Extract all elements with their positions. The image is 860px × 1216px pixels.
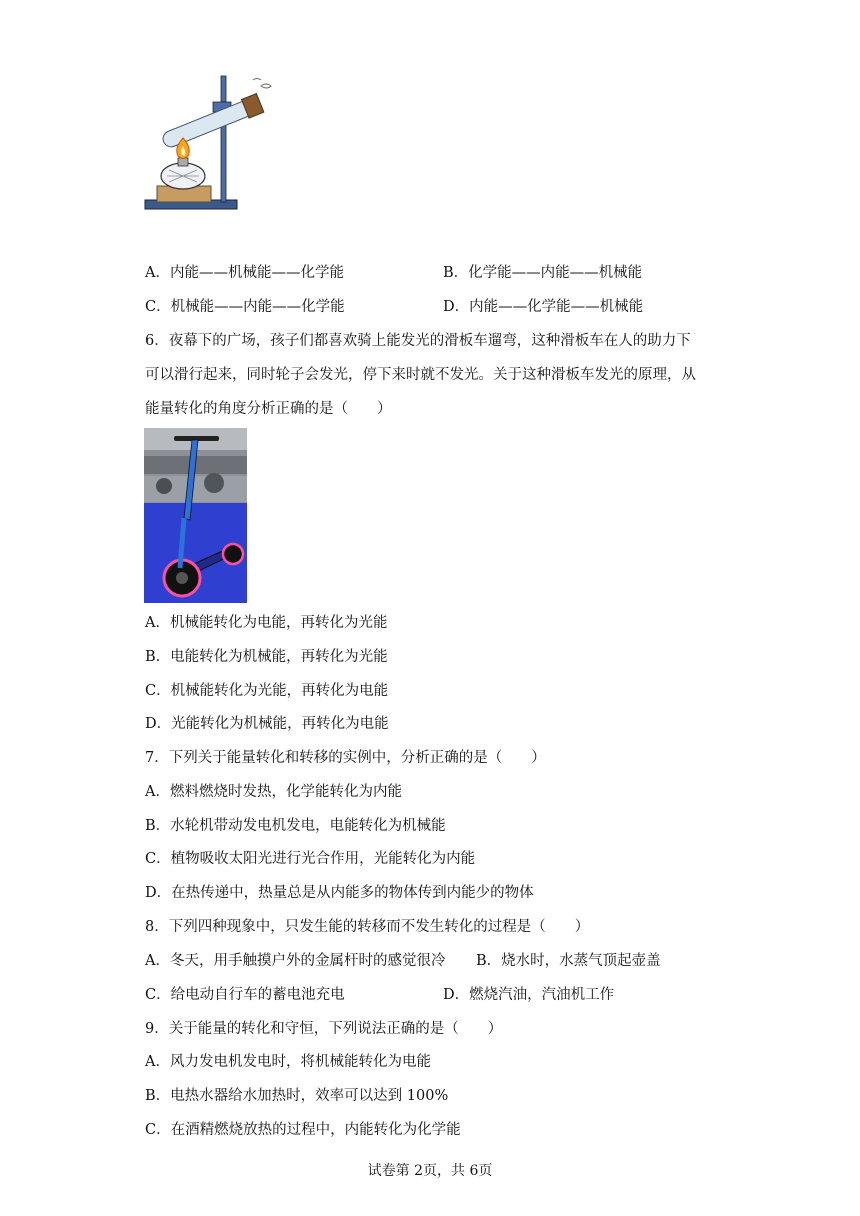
q6-stem-line-1: 6．夜幕下的广场，孩子们都喜欢骑上能发光的滑板车遛弯，这种滑板车在人的助力下 — [145, 333, 691, 349]
q5-option-a: A．内能——机械能——化学能 — [145, 265, 344, 281]
q7-option-c: C．植物吸收太阳光进行光合作用，光能转化为内能 — [145, 851, 476, 867]
q9-stem: 9．关于能量的转化和守恒，下列说法正确的是（ ） — [145, 1021, 503, 1037]
q9-option-b: B．电热水器给水加热时，效率可以达到 100% — [145, 1088, 449, 1104]
scooter-photo — [144, 428, 247, 603]
q6-stem-line-2: 可以滑行起来，同时轮子会发光，停下来时就不发光。关于这种滑板车发光的原理，从 — [145, 367, 696, 383]
q6-option-c: C．机械能转化为光能，再转化为电能 — [145, 683, 389, 699]
q7-option-a: A．燃料燃烧时发热，化学能转化为内能 — [145, 784, 402, 800]
q6-stem-line-3: 能量转化的角度分析正确的是（ ） — [145, 401, 392, 417]
q7-option-d: D．在热传递中，热量总是从内能多的物体传到内能少的物体 — [145, 885, 534, 901]
q8-option-b: B．烧水时，水蒸气顶起壶盖 — [476, 953, 661, 969]
q7-stem: 7．下列关于能量转化和转移的实例中，分析正确的是（ ） — [145, 750, 546, 766]
page-footer: 试卷第 2页，共 6页 — [367, 1163, 493, 1179]
q9-option-c: C．在酒精燃烧放热的过程中，内能转化为化学能 — [145, 1122, 461, 1138]
q6-option-a: A．机械能转化为电能，再转化为光能 — [145, 615, 388, 631]
q8-stem: 8．下列四种现象中，只发生能的转移而不发生转化的过程是（ ） — [145, 919, 590, 935]
test-tube-heating-figure — [143, 72, 278, 214]
q8-option-d: D．燃烧汽油，汽油机工作 — [443, 987, 615, 1003]
q9-option-a: A．风力发电机发电时，将机械能转化为电能 — [145, 1054, 431, 1070]
q5-option-b: B．化学能——内能——机械能 — [443, 265, 643, 281]
q8-option-c: C．给电动自行车的蓄电池充电 — [145, 987, 345, 1003]
q7-option-b: B．水轮机带动发电机发电，电能转化为机械能 — [145, 818, 446, 834]
q5-option-d: D．内能——化学能——机械能 — [443, 299, 644, 315]
q6-option-d: D．光能转化为机械能，再转化为电能 — [145, 716, 389, 732]
q5-option-c: C．机械能——内能——化学能 — [145, 299, 345, 315]
q8-option-a: A．冬天，用手触摸户外的金属杆时的感觉很冷 — [145, 953, 446, 969]
q6-option-b: B．电能转化为机械能，再转化为光能 — [145, 649, 388, 665]
